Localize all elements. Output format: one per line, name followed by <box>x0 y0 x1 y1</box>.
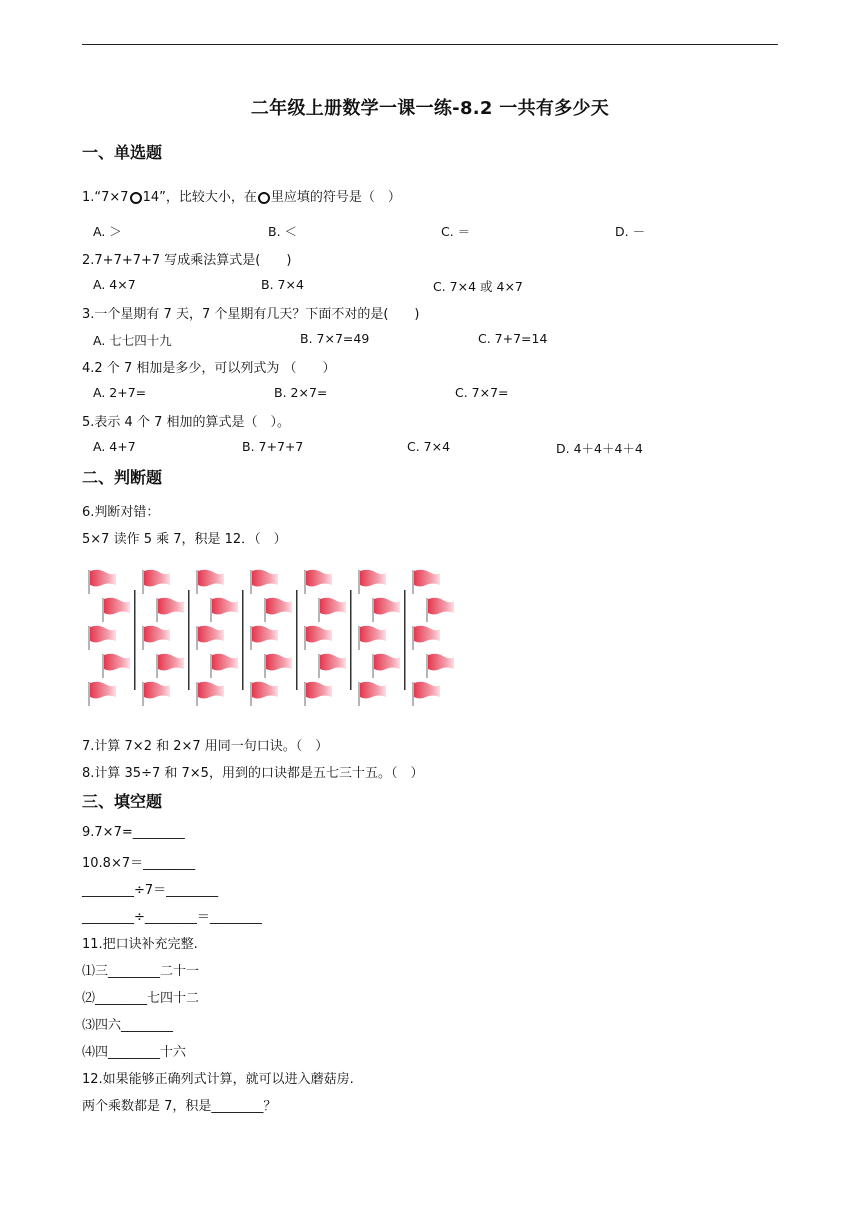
blank-circle-icon <box>130 192 142 204</box>
group-divider <box>188 590 190 690</box>
flag-icon <box>358 626 386 650</box>
option[interactable]: A. 七七四十九 <box>93 333 172 348</box>
flag-icon <box>196 682 224 706</box>
flag-icon <box>426 598 454 622</box>
flag-icon <box>358 682 386 706</box>
question-5: 5.表示 4 个 7 相加的算式是（ ）。 <box>82 415 290 430</box>
question-8: 8.计算 35÷7 和 7×5，用到的口诀都是五七三十五。（ ） <box>82 766 424 781</box>
question-10-line-2[interactable]: ________÷7＝________ <box>82 883 219 898</box>
option[interactable]: B. 7×7=49 <box>300 331 370 346</box>
question-9[interactable]: 9.7×7=________ <box>82 825 185 840</box>
question-4: 4.2 个 7 相加是多少，可以列式为 （ ） <box>82 361 336 376</box>
group-divider <box>242 590 244 690</box>
flag-icon <box>142 570 170 594</box>
option[interactable]: A. 4+7 <box>93 439 136 454</box>
question-3: 3.一个星期有 7 天，7 个星期有几天？下面不对的是( ) <box>82 307 420 322</box>
flag-icon <box>318 654 346 678</box>
section-true-false: 二、判断题 <box>82 468 163 487</box>
question-11-item-1[interactable]: ⑴三________二十一 <box>82 964 200 979</box>
flag-icon <box>358 570 386 594</box>
flag-icon <box>250 682 278 706</box>
question-10-line-3[interactable]: ________÷________＝________ <box>82 910 262 925</box>
flag-icon <box>412 570 440 594</box>
option[interactable]: A. ＞ <box>93 224 122 239</box>
option[interactable]: C. 7+7=14 <box>478 331 548 346</box>
question-7: 7.计算 7×2 和 2×7 用同一句口诀。（ ） <box>82 739 329 754</box>
section-fill-blank: 三、填空题 <box>82 792 163 811</box>
flag-icon <box>102 598 130 622</box>
group-divider <box>296 590 298 690</box>
q5-options <box>93 439 793 457</box>
blank-circle-icon <box>258 192 270 204</box>
q2-options <box>93 277 793 295</box>
flag-group-illustration <box>82 564 462 716</box>
flag-icon <box>412 626 440 650</box>
flag-icon <box>142 626 170 650</box>
option[interactable]: C. 7×4 或 4×7 <box>433 279 523 294</box>
question-11-item-2[interactable]: ⑵________七四十二 <box>82 991 200 1006</box>
option[interactable]: A. 2+7= <box>93 385 147 400</box>
flag-icon <box>412 682 440 706</box>
question-12-prompt[interactable]: 两个乘数都是 7，积是________？ <box>82 1099 277 1114</box>
question-10-line-1[interactable]: 10.8×7＝________ <box>82 856 196 871</box>
question-6: 6.判断对错： <box>82 505 160 520</box>
option[interactable]: C. 7×7= <box>455 385 509 400</box>
question-12: 12.如果能够正确列式计算，就可以进入蘑菇房. <box>82 1072 354 1087</box>
flag-icon <box>426 654 454 678</box>
question-11-item-3[interactable]: ⑶四六________ <box>82 1018 174 1033</box>
section-single-choice: 一、单选题 <box>82 143 163 162</box>
flag-icon <box>210 598 238 622</box>
flag-icon <box>304 682 332 706</box>
flag-icon <box>250 570 278 594</box>
group-divider <box>404 590 406 690</box>
flag-icon <box>264 598 292 622</box>
flag-icon <box>88 682 116 706</box>
option[interactable]: C. ＝ <box>441 224 471 239</box>
flag-icon <box>88 570 116 594</box>
flag-icon <box>196 626 224 650</box>
flag-icon <box>156 654 184 678</box>
q4-options <box>93 385 793 403</box>
option[interactable]: D. － <box>615 224 646 239</box>
flag-icon <box>196 570 224 594</box>
question-6-statement: 5×7 读作 5 乘 7，积是 12．（ ） <box>82 532 287 547</box>
question-11-item-4[interactable]: ⑷四________十六 <box>82 1045 187 1060</box>
flag-icon <box>264 654 292 678</box>
group-divider <box>350 590 352 690</box>
option[interactable]: B. 7×4 <box>261 277 304 292</box>
page-title: 二年级上册数学一课一练-8.2 一共有多少天 <box>250 98 610 119</box>
question-1: 1.“7×7 14”，比较大小，在 里应填的符号是（ ） <box>82 190 401 205</box>
option[interactable]: B. 7+7+7 <box>242 439 304 454</box>
flag-icon <box>304 626 332 650</box>
flag-icon <box>250 626 278 650</box>
flag-icon <box>372 654 400 678</box>
question-2: 2.7+7+7+7 写成乘法算式是( ) <box>82 253 292 268</box>
flag-icon <box>102 654 130 678</box>
flag-icon <box>142 682 170 706</box>
question-11: 11.把口诀补充完整. <box>82 937 198 952</box>
flag-icon <box>318 598 346 622</box>
group-divider <box>134 590 136 690</box>
option[interactable]: D. 4＋4＋4＋4 <box>556 441 643 456</box>
q3-options <box>93 331 793 349</box>
option[interactable]: C. 7×4 <box>407 439 451 454</box>
flag-icon <box>88 626 116 650</box>
flag-icon <box>304 570 332 594</box>
flag-icon <box>156 598 184 622</box>
option[interactable]: A. 4×7 <box>93 277 136 292</box>
option[interactable]: B. 2×7= <box>274 385 328 400</box>
flag-icon <box>210 654 238 678</box>
q1-options <box>93 222 793 240</box>
option[interactable]: B. ＜ <box>268 224 298 239</box>
flag-icon <box>372 598 400 622</box>
header-rule <box>82 44 778 45</box>
